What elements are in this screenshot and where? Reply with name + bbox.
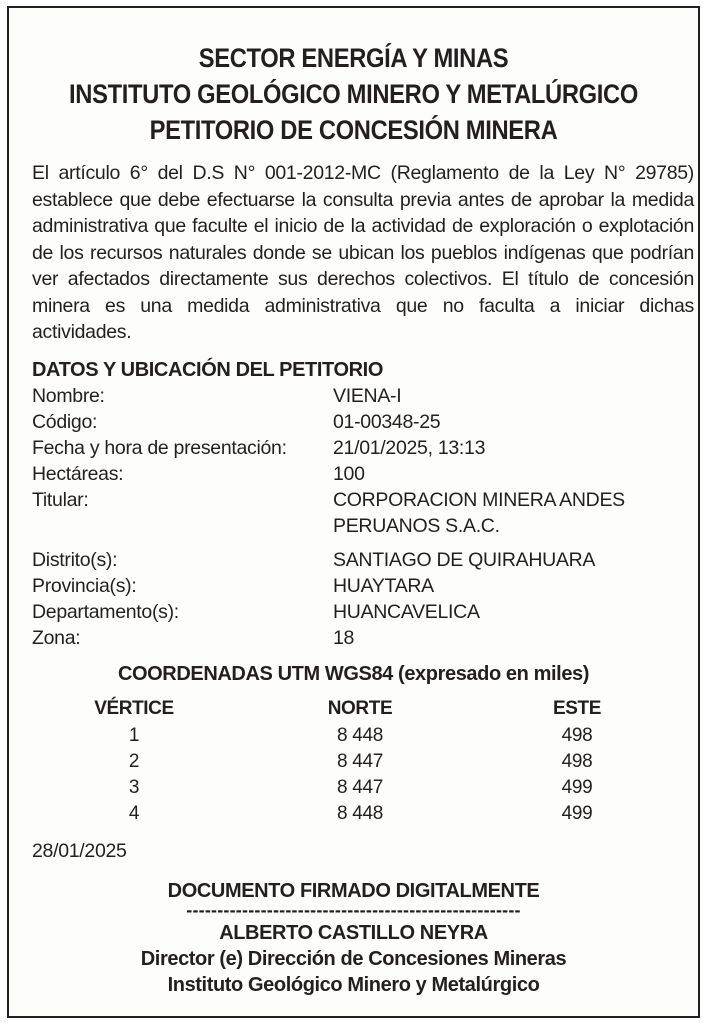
field-value: 18 — [333, 627, 355, 649]
signature-separator: ------------------------------------------------------ — [186, 901, 521, 919]
signer-position: Director (e) Dirección de Concesiones Mineras — [140, 948, 567, 970]
field-label: Código: — [32, 411, 98, 433]
field-value: VIENA-I — [333, 385, 402, 407]
table-cell-east: 499 — [561, 803, 593, 824]
field-label: Provincia(s): — [32, 575, 137, 597]
table-cell-vertex: 4 — [128, 803, 140, 824]
table-cell-east: 498 — [561, 725, 593, 746]
table-cell-east: 498 — [561, 751, 593, 772]
coordinates-title: COORDENADAS UTM WGS84 (expresado en miles) — [117, 663, 590, 685]
field-value: 100 — [333, 463, 365, 485]
table-cell-north: 8 448 — [336, 725, 384, 746]
table-cell-vertex: 1 — [128, 725, 140, 746]
notice-frame — [7, 6, 700, 1018]
table-cell-east: 499 — [561, 777, 593, 798]
field-label: Fecha y hora de presentación: — [32, 437, 287, 459]
header-sector: SECTOR ENERGÍA Y MINAS — [198, 43, 509, 73]
publication-date: 28/01/2025 — [32, 840, 127, 862]
field-label: Zona: — [32, 627, 81, 649]
section-title: DATOS Y UBICACIÓN DEL PETITORIO — [32, 359, 383, 381]
column-header-vertice: VÉRTICE — [94, 698, 174, 719]
field-value: PERUANOS S.A.C. — [333, 515, 500, 537]
table-cell-vertex: 2 — [128, 751, 140, 772]
field-label: Nombre: — [32, 385, 105, 407]
header-document-type: PETITORIO DE CONCESIÓN MINERA — [149, 115, 558, 145]
table-cell-north: 8 447 — [336, 751, 384, 772]
intro-paragraph: El artículo 6° del D.S N° 001-2012-MC (Reglamento de la Ley N° 29785) establece que debe efectuarse la consulta previa antes de aprobar la medida administrativa que faculte el inicio de la actividad de exploración o explotación de los recursos naturales donde se ubican los pueblos indígenas que podrían ver afectados directamente sus derechos colectivos. El título de concesión minera es una medida administrativa que no faculta a iniciar dichas actividades. — [32, 162, 694, 343]
table-cell-north: 8 447 — [336, 777, 384, 798]
field-label: Distrito(s): — [32, 549, 118, 571]
field-value: SANTIAGO DE QUIRAHUARA — [333, 549, 596, 571]
field-label: Titular: — [32, 489, 89, 511]
field-label: Hectáreas: — [32, 463, 124, 485]
field-label: Departamento(s): — [32, 601, 179, 623]
field-value: HUANCAVELICA — [333, 601, 480, 623]
field-value: 01-00348-25 — [333, 411, 441, 433]
field-value: HUAYTARA — [333, 575, 434, 597]
column-header-este: ESTE — [552, 698, 602, 719]
digitally-signed-label: DOCUMENTO FIRMADO DIGITALMENTE — [167, 880, 540, 902]
signer-institution: Instituto Geológico Minero y Metalúrgico — [167, 974, 540, 996]
table-cell-north: 8 448 — [336, 803, 384, 824]
field-value: CORPORACION MINERA ANDES — [333, 489, 625, 511]
column-header-norte: NORTE — [327, 698, 393, 719]
table-cell-vertex: 3 — [128, 777, 140, 798]
signer-name: ALBERTO CASTILLO NEYRA — [219, 922, 488, 944]
field-value: 21/01/2025, 13:13 — [333, 437, 486, 459]
header-institute: INSTITUTO GEOLÓGICO MINERO Y METALÚRGICO — [69, 79, 638, 109]
